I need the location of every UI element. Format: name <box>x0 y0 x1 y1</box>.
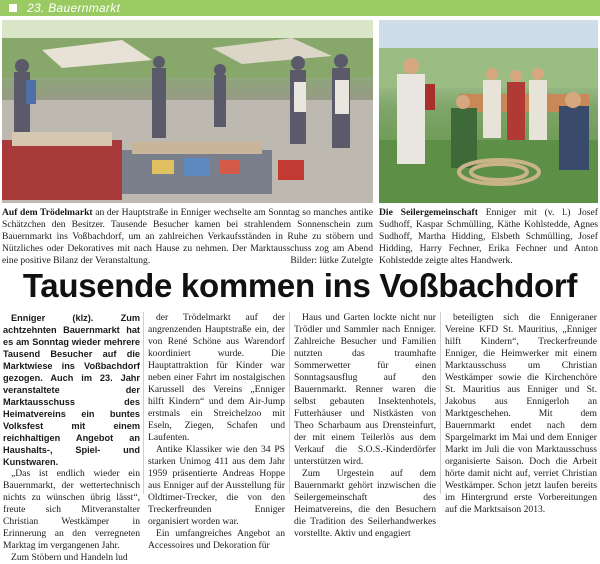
section-header-band <box>0 0 600 16</box>
article-paragraph: Zum Stöbern und Handeln lud <box>11 552 128 563</box>
right-caption-text: Enniger mit (v. l.) Josef Sudhoff, Kaspar Schmülling, Käthe Kohlstedde, Agnes Sudhoff, Martha Hidding, Elsbeth Schmülling, Josef Hidding, Harry Fechner, Erika Fechner und Anton Kohlstedde zeigte altes Handwerk. <box>379 207 598 266</box>
column-divider <box>143 312 144 494</box>
article-paragraph: Zum Urgestein auf dem Bauernmarkt gehört inzwischen die Seilergemeinschaft des Heimatvereins, die den Besuchern die Tradition des Seilerhandwerkes vorstellte. Aktiv und engagiert <box>294 468 436 539</box>
section-kicker: 23. Bauernmarkt <box>27 1 121 15</box>
column-divider <box>289 312 290 494</box>
left-caption-text: an der Hauptstraße in Enniger wechselte am Sonntag so manches antike Schätzchen den Besitzer. Tausende Besucher kamen bei strahlendem Sonnenschein zum Bauernmarkt ins Voßbachdorf, um an zahlreichen Verkaufsständen in Ruhe zu stöbern und Nützliches oder Dekoratives mit nach Hause zu nehmen. Der Marktausschuss zog am Abend eine positive Bilanz der Veranstaltung. <box>2 207 374 266</box>
article-column-2 <box>148 312 285 552</box>
flea-market-photo <box>2 20 373 203</box>
article-paragraph: „Das ist endlich wieder ein Bauernmarkt, der wettertechnisch nichts zu wünschen übrig lässt“, freute sich Mitveranstalter Christian Westkämper in Erinnerung an den verregneten Marktag im vergangenen Jahr. <box>3 468 140 551</box>
article-lead: Enniger (klz). Zum achtzehnten Bauernmarkt hat es am Sonntag wieder mehrere Tausend Besucher auf die Marktwiese ins Voßbachdorf gezogen. Auch im 23. Jahr veranstaltete der Marktausschuss des Heimatvereins ein buntes Volksfest mit einem reichhaltigen Angebot an Haushalts-, Spiel- und Kunstwaren. <box>3 313 140 467</box>
article-column-4 <box>445 312 597 516</box>
article-paragraph: der Trödelmarkt auf der angrenzenden Hauptstraße ein, der von René Schöne aus Warendorf koordiniert wurde. Die Hauptattraktion für Kinder war neben einer Fahrt im nostalgischen Karussell des Vereins „Enniger hilft Kindern“ und dem Air-Jump erstmals ein Streichelzoo mit Eseln, Ziegen, Schafen und Laufenten. <box>148 312 285 443</box>
rope-makers-illustration <box>379 20 598 203</box>
photo-credit: Bilder: lütke Zutelgte <box>290 255 373 266</box>
section-marker-square <box>9 4 17 12</box>
article-paragraph: Antike Klassiker wie den 34 PS starken Unimog 411 aus dem Jahr 1959 präsentierte Andreas Hoppe aus Enniger auf der Ausstellung für Oldtimer-Trecker, die von den Treckerfreunden Enniger organisiert worden war. <box>148 444 285 527</box>
flea-market-illustration <box>2 20 373 203</box>
left-photo-caption <box>2 207 373 267</box>
rope-makers-photo <box>379 20 598 203</box>
article-column-1 <box>3 312 140 564</box>
right-caption-title: Die Seilergemeinschaft <box>379 207 478 218</box>
article-headline: Tausende kommen ins Voßbachdorf <box>22 267 578 304</box>
article-paragraph: beteiligten sich die Ennigeraner Vereine KFD St. Mauritius, „Enniger hilft Kindern“, Treckerfreunde Enniger, die Heimwerker mit einem Marktausschuss um Christian Westkämper sowie die Kirchenchöre St. Mauritius aus Enniger und St. Jakobus aus Ennigerloh an Marktgeschehen. Mit dem Bauernmarkt endet nach dem Spargelmarkt im Mai und dem Enniger Markt im Juli die von Marktausschuss organisierte Saison. Doch die Arbeit hörte damit nicht auf, verriet Christian Westkämper. Schon jetzt laufen bereits im Hintergrund erste Vorbereitungen auf die Marktsaison 2013. <box>445 312 597 515</box>
article-paragraph: Haus und Garten lockte nicht nur Trödler und Sammler nach Enniger. Zahlreiche Besucher und Familien nutzten das traumhafte Sommerwetter für einen Sonntagsausflug auf den Bauernmarkt. Renner waren die selbst gebauten Insektenhotels, Futterhäuser und Nistkästen von Theo Scharbaum aus Drensteinfurt, der mit einem Teilerlös aus dem Verkauf die S.O.S.-Kinderdörfer unterstützen wird. <box>294 312 436 467</box>
right-photo-caption <box>379 207 598 267</box>
column-divider <box>440 312 441 494</box>
article-paragraph: Ein umfangreiches Angebot an Accessoires und Dekoration für <box>148 528 285 551</box>
article-column-3 <box>294 312 436 540</box>
left-caption-title: Auf dem Trödelmarkt <box>2 207 93 218</box>
